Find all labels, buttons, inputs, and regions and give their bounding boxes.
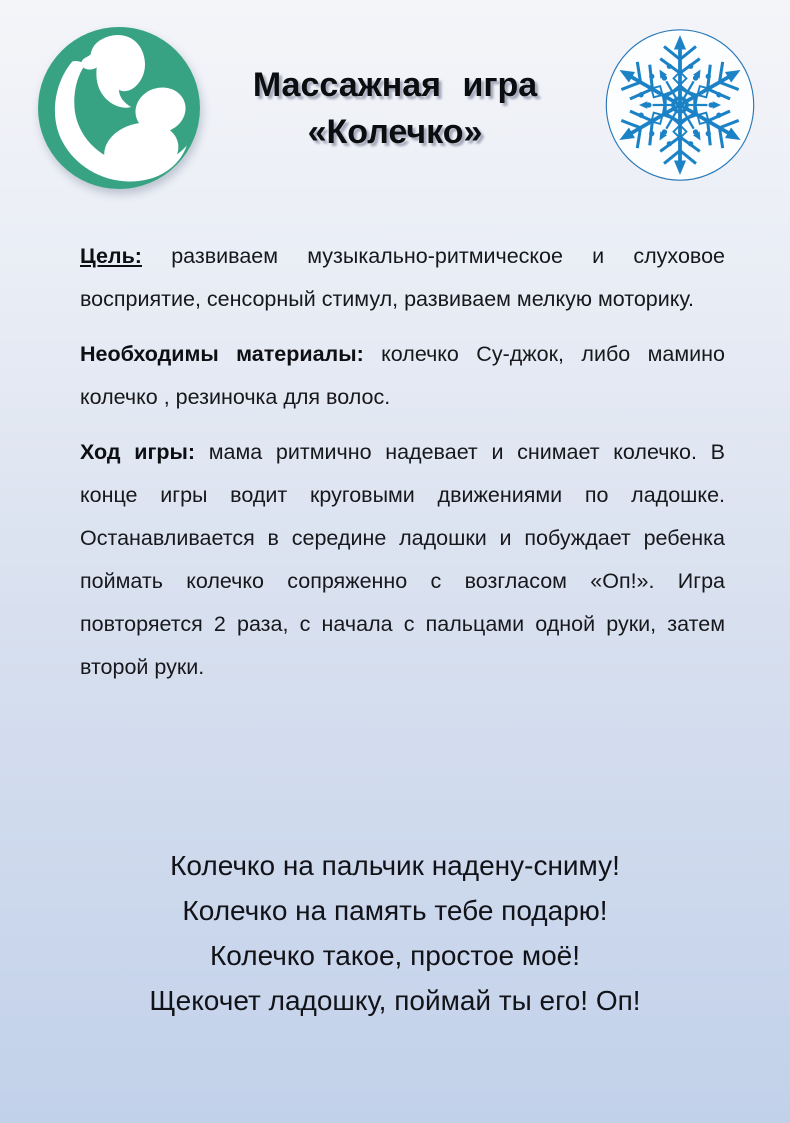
poem-line: Колечко на память тебе подарю! bbox=[182, 895, 608, 926]
snowflake-icon bbox=[604, 27, 756, 183]
section-procedure bbox=[80, 431, 725, 689]
materials-label: Необходимы материалы: bbox=[80, 342, 364, 366]
section-materials bbox=[80, 333, 725, 419]
goal-text: развиваем музыкально-ритмическое и слуховое восприятие, сенсорный стимул, развиваем мелкую моторику. bbox=[80, 244, 725, 311]
title-line-2: «Колечко» bbox=[307, 113, 483, 151]
game-description bbox=[80, 235, 725, 701]
page-title bbox=[210, 62, 580, 156]
title-line-1: Массажная игра bbox=[252, 66, 538, 104]
mother-and-baby-logo-icon bbox=[38, 27, 200, 189]
section-goal bbox=[80, 235, 725, 321]
poem-line: Колечко на пальчик надену-сниму! bbox=[170, 850, 620, 881]
poem-line: Щекочет ладошку, поймай ты его! Оп! bbox=[149, 985, 641, 1016]
materials-text: колечко Су-джок, либо мамино колечко , резиночка для волос. bbox=[80, 342, 725, 409]
procedure-text: мама ритмично надевает и снимает колечко. В конце игры водит круговыми движениями по ладошке. Останавливается в середине ладошки и побуждает ребенка поймать колечко сопряженно с возгласом «Оп!». Игра повторяется 2 раза, с начала с пальцами одной руки, затем второй руки. bbox=[80, 440, 725, 679]
procedure-label: Ход игры: bbox=[80, 440, 196, 464]
mother-and-baby-logo-svg bbox=[38, 27, 200, 189]
poem-line: Колечко такое, простое моё! bbox=[209, 940, 580, 971]
snowflake-svg bbox=[604, 27, 756, 183]
poem bbox=[0, 843, 790, 1023]
goal-label: Цель: bbox=[80, 244, 142, 268]
